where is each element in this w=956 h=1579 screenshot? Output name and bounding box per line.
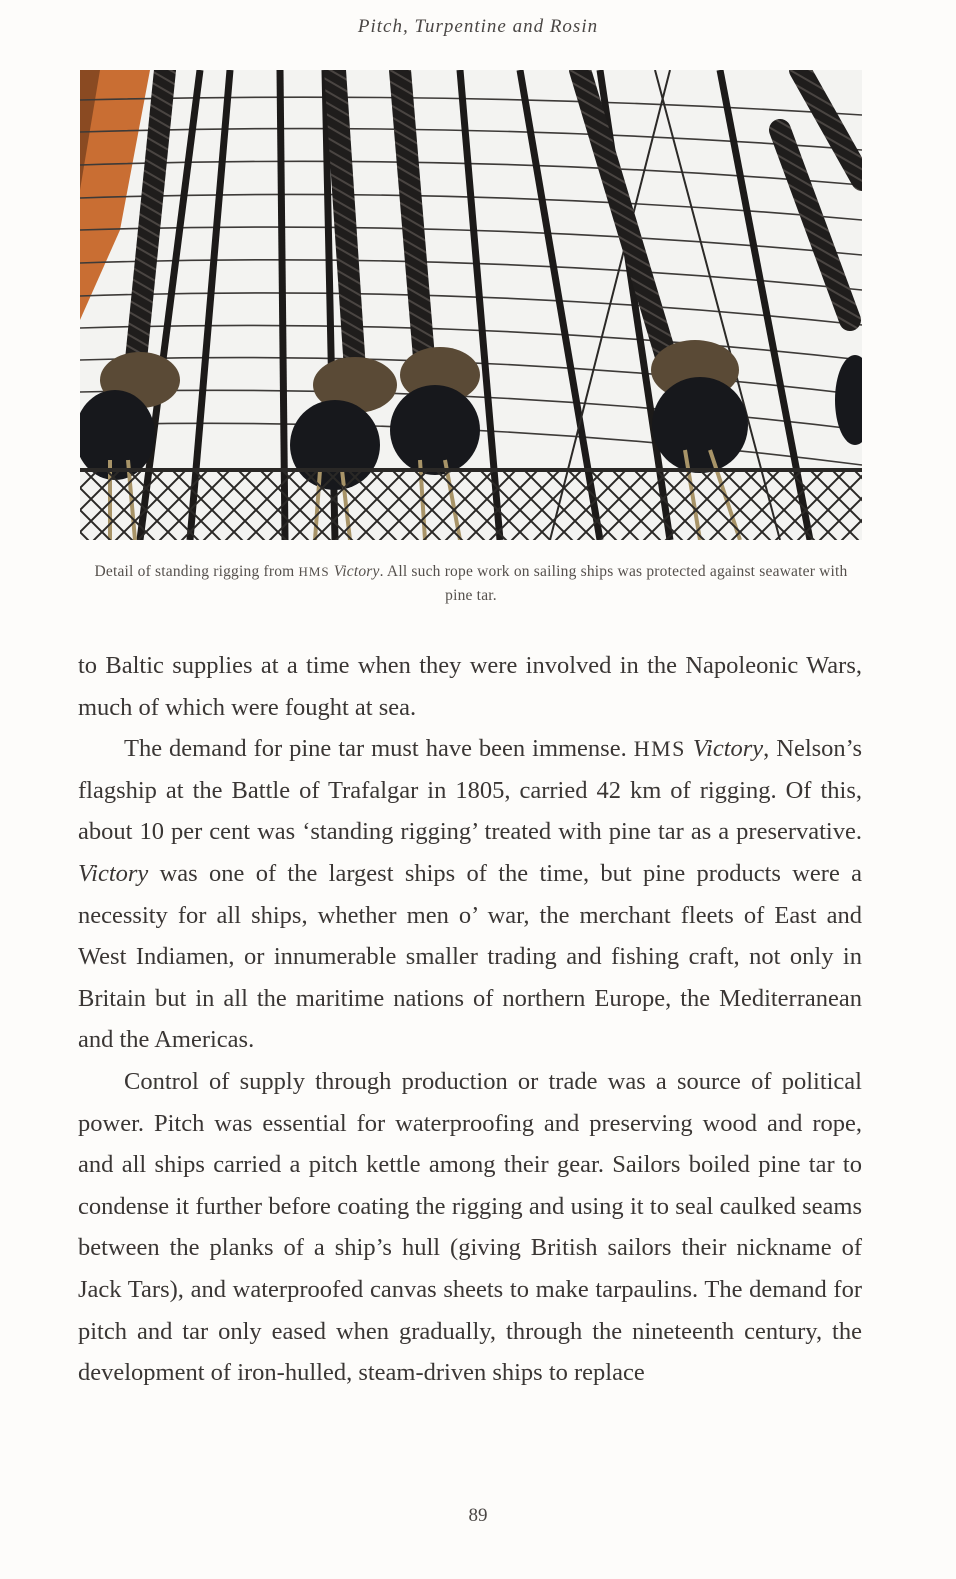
ship-name-2: Victory xyxy=(78,859,149,887)
paragraph-2 xyxy=(78,728,862,1061)
paragraph-1: to Baltic supplies at a time when they were involved in the Napoleonic Wars, much of which were fought at sea. xyxy=(78,652,862,721)
body-text xyxy=(78,645,862,1394)
caption-ship-name: Victory xyxy=(333,563,380,580)
caption-text-start: Detail of standing rigging from xyxy=(94,563,299,580)
ship-prefix: HMS xyxy=(633,736,686,762)
page-number: 89 xyxy=(468,1505,488,1526)
ship-name: Victory xyxy=(692,735,764,763)
paragraph-2-middle: , Nelson’s flagship at the Battle of Trafalgar in 1805, carried 42 km of rigging. Of this, about 10 per cent was ‘standing rigging’ treated with pine tar as a preservative. xyxy=(78,735,863,846)
paragraph-3: Control of supply through production or trade was a source of political power. Pitch was essential for waterproofing and preserving wood and rope, and all ships carried a pitch kettle among their gear. Sailors boiled pine tar to condense it further before coating the rigging and using it to seal caulked seams between the planks of a ship’s hull (giving British sailors their nickname of Jack Tars), and waterproofed canvas sheets to make tarpaulins. The demand for pitch and tar only eased when gradually, through the nineteenth century, the development of iron-hulled, steam-driven ships to replace xyxy=(78,1067,862,1387)
running-head: Pitch, Turpentine and Rosin xyxy=(357,16,599,37)
caption-text-end: . All such rope work on sailing ships was protected against seawater with pine tar. xyxy=(379,563,848,604)
caption-ship-prefix: HMS xyxy=(298,564,330,579)
figure-caption xyxy=(80,560,862,608)
rigging-photograph xyxy=(80,70,862,540)
paragraph-2-end: was one of the largest ships of the time, but pine products were a necessity for all ships, whether men o’ war, the merchant fleets of East and West Indiamen, or innumerable smaller trading and fishing craft, not only in Britain but in all the maritime nations of northern Europe, the Mediterranean and the Americas. xyxy=(78,859,862,1054)
paragraph-2-start: The demand for pine tar must have been immense. xyxy=(124,735,634,763)
